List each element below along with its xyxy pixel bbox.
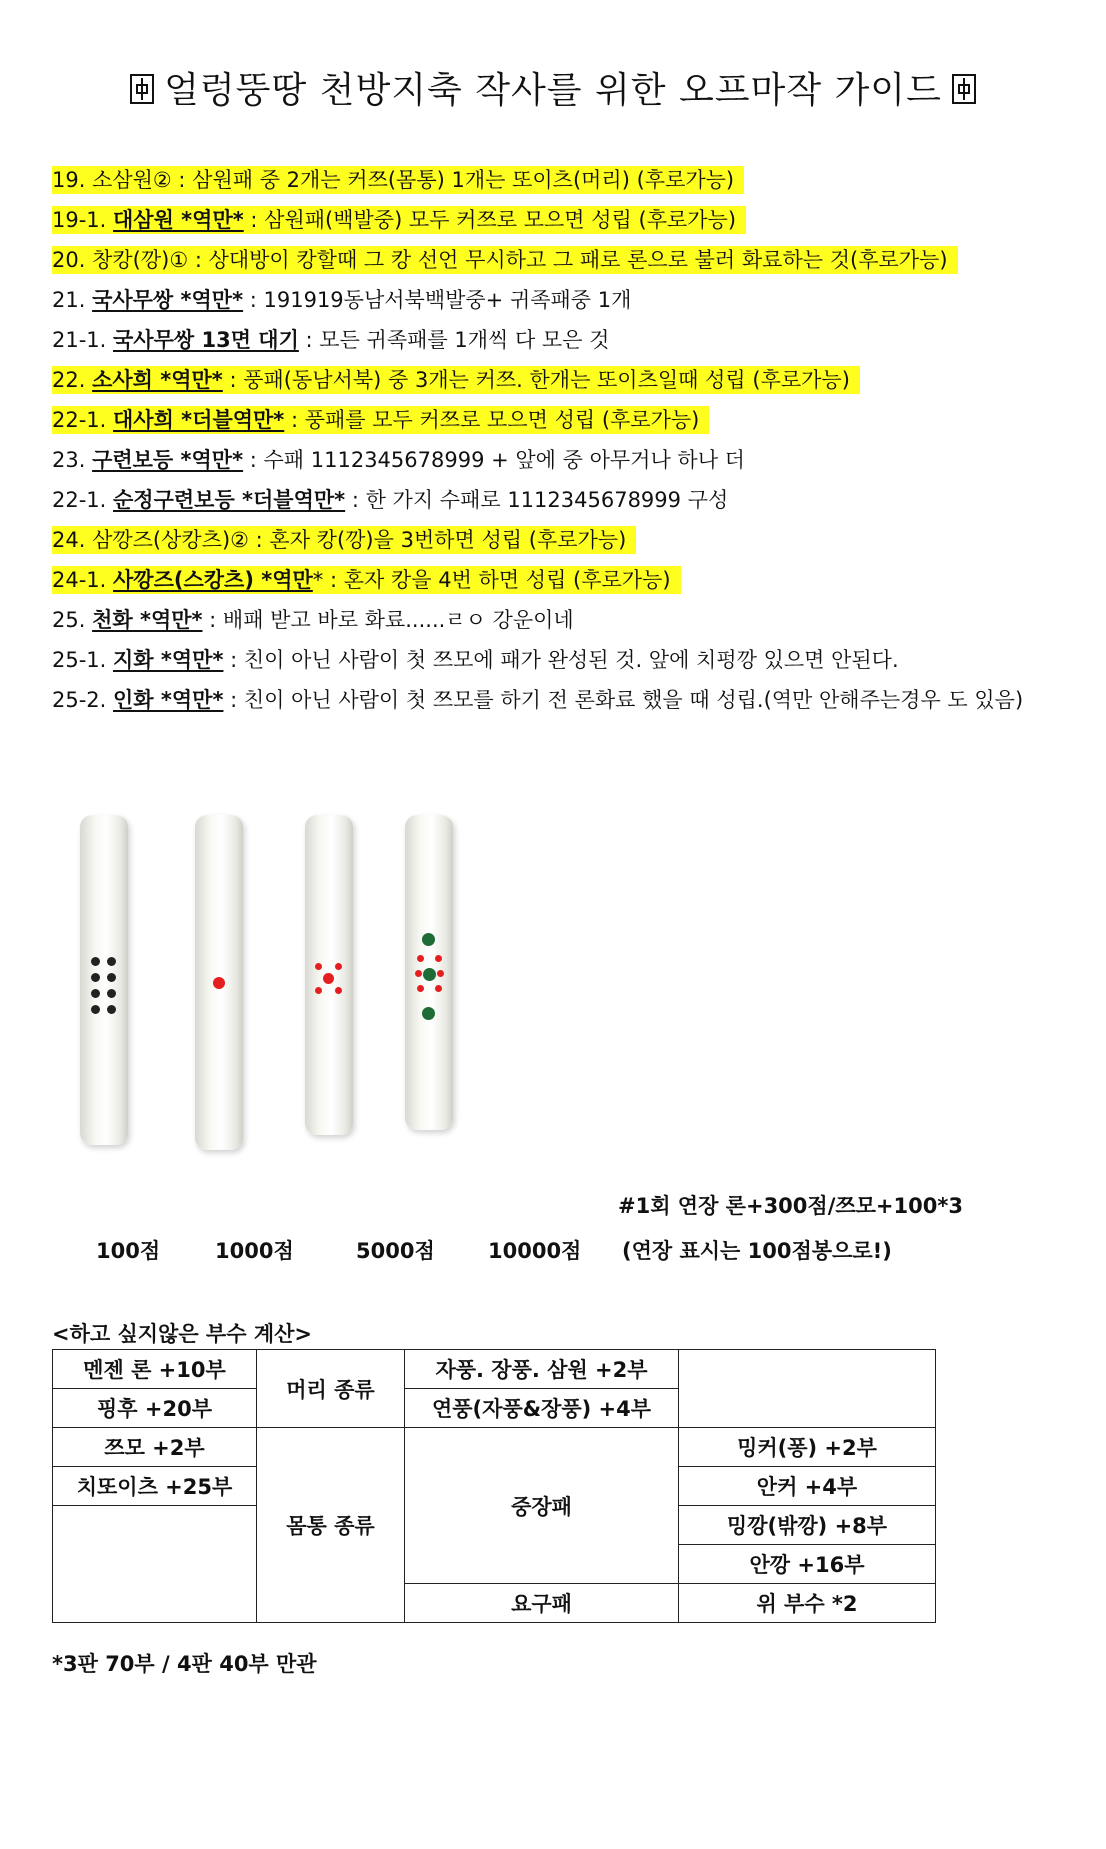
yaku-rule-number: 24. 삼깡즈(상캉츠)② : 혼자 캉(깡)을 3번하면 성립 (후로가능) [52,528,627,552]
yaku-rule [52,445,1062,475]
fu-cell: 중장패 [405,1428,679,1584]
fu-cell: 멘젠 론 +10부 [53,1350,257,1389]
yaku-rule-text [52,488,728,512]
stick-dot [213,977,225,989]
yaku-rule-list [52,165,1062,725]
yaku-rule-text [52,566,681,594]
stick-dot [417,985,424,992]
stick-dot [415,970,422,977]
fu-cell: 머리 종류 [257,1350,405,1428]
stick-dot [335,987,342,994]
yaku-rule [52,245,1062,275]
stick-10000 [405,815,453,1130]
stick-dot [435,955,442,962]
yaku-rule-text [52,688,1023,712]
yaku-name: 대사희 *더블역만* [113,408,285,432]
yaku-description: : 배패 받고 바로 화료......ㄹㅇ 강운이네 [202,608,574,632]
yaku-rule [52,525,1062,555]
stick-dot [91,973,100,982]
yaku-rule-text [52,328,609,352]
yaku-rule [52,365,1062,395]
yaku-description: : 친이 아닌 사람이 첫 쯔모에 패가 완성된 것. 앞에 치펑깡 있으면 안된다. [223,648,899,672]
yaku-rule-text [52,206,746,234]
yaku-description: * : 혼자 캉을 4번 하면 성립 (후로가능) [312,568,671,592]
yaku-rule [52,685,1062,715]
yaku-rule [52,205,1062,235]
yaku-name: 지화 *역만* [113,648,224,672]
fu-cell: 치또이츠 +25부 [53,1467,257,1506]
yaku-rule-text [52,366,860,394]
fu-cell-empty [679,1350,936,1428]
yaku-description: : 풍패(동남서북) 중 3개는 커쯔. 한개는 또이츠일때 성립 (후로가능) [222,368,850,392]
yaku-rule [52,285,1062,315]
yaku-rule-number: 22. [52,368,93,392]
yaku-description: : 풍패를 모두 커쯔로 모으면 성립 (후로가능) [284,408,700,432]
fu-cell: 몸통 종류 [257,1428,405,1623]
yaku-rule [52,165,1062,195]
yaku-rule-number: 25-1. [52,648,114,672]
fu-cell: 핑후 +20부 [53,1389,257,1428]
stick-5000 [305,815,353,1135]
fu-cell: 쯔모 +2부 [53,1428,257,1467]
yaku-description: : 191919동남서북백발중+ 귀족패중 1개 [243,288,632,312]
yaku-rule-number: 22-1. [52,408,114,432]
yaku-rule-number: 23. [52,448,93,472]
mangan-note: *3판 70부 / 4판 40부 만관 [52,1652,317,1676]
fu-cell: 자풍. 장풍. 삼원 +2부 [405,1350,679,1389]
yaku-rule-number: 22-1. [52,488,114,512]
stick-dot [417,955,424,962]
fu-cell: 연풍(자풍&장풍) +4부 [405,1389,679,1428]
yaku-rule-text [52,166,744,194]
fu-cell: 안깡 +16부 [679,1545,936,1584]
yaku-name: 구련보등 *역만* [92,448,244,472]
fu-cell: 밍커(퐁) +2부 [679,1428,936,1467]
yaku-rule-text [52,448,745,472]
yaku-rule-text [52,246,958,274]
yaku-name: 대삼원 *역만* [113,208,244,232]
stick-label-5000: 5000점 [356,1239,435,1263]
stick-dot [315,987,322,994]
stick-100 [80,815,128,1145]
stick-dot [335,963,342,970]
yaku-name: 인화 *역만* [113,688,224,712]
fu-section-title: <하고 싶지않은 부수 계산> [52,1322,312,1346]
yaku-rule-number: 25-2. [52,688,114,712]
yaku-rule-number: 24-1. [52,568,114,592]
yaku-rule [52,645,1062,675]
yaku-rule [52,405,1062,435]
fu-table [52,1349,936,1623]
mahjong-tile-icon [130,74,154,104]
stick-dot [107,973,116,982]
page-title-text: 얼렁뚱땅 천방지축 작사를 위한 오프마작 가이드 [164,70,942,111]
stick-dot [91,1005,100,1014]
stick-dot [107,957,116,966]
yaku-rule [52,325,1062,355]
yaku-description: : 친이 아닌 사람이 첫 쯔모를 하기 전 론화료 했을 때 성립.(역만 안해주는경우 도 있음) [223,688,1024,712]
stick-dot [107,989,116,998]
point-sticks-image [80,815,540,1225]
fu-cell: 안커 +4부 [679,1467,936,1506]
stick-dot [422,1007,435,1020]
mahjong-tile-icon [952,74,976,104]
stick-label-100: 100점 [96,1239,161,1263]
yaku-rule-text [52,288,631,312]
fu-cell: 밍깡(밖깡) +8부 [679,1506,936,1545]
stick-dot [91,989,100,998]
stick-dot [323,973,334,984]
stick-dot [315,963,322,970]
yaku-rule [52,485,1062,515]
stick-label-10000: 10000점 [488,1239,582,1263]
stick-dot [107,1005,116,1014]
yaku-name: 사깡즈(스캉츠) *역만 [113,568,313,592]
fu-cell: 요구패 [405,1584,679,1623]
yaku-rule-number: 19-1. [52,208,114,232]
yaku-rule-text [52,406,709,434]
yaku-name: 국사무쌍 13면 대기 [113,328,299,352]
yaku-description: : 삼원패(백발중) 모두 커쯔로 모으면 성립 (후로가능) [243,208,737,232]
yaku-name: 천화 *역만* [92,608,203,632]
yaku-description: : 한 가지 수패로 1112345678999 구성 [345,488,729,512]
renchan-note-line1: #1회 연장 론+300점/쯔모+100*3 [618,1194,963,1218]
yaku-rule-number: 21. [52,288,93,312]
yaku-rule [52,565,1062,595]
yaku-name: 소사희 *역만* [92,368,223,392]
fu-cell-empty [53,1506,257,1623]
stick-dot [422,933,435,946]
stick-label-1000: 1000점 [215,1239,294,1263]
page-title [0,62,1106,113]
stick-dot [423,968,436,981]
stick-dot [91,957,100,966]
stick-dot [435,985,442,992]
renchan-note-line2: (연장 표시는 100점봉으로!) [622,1239,892,1263]
yaku-rule-number: 21-1. [52,328,114,352]
yaku-rule-text [52,608,574,632]
fu-cell: 위 부수 *2 [679,1584,936,1623]
yaku-rule-number: 20. 창캉(깡)① : 상대방이 캉할때 그 캉 선언 무시하고 그 패로 론으로 불러 화료하는 것(후로가능) [52,248,948,272]
yaku-rule-number: 19. 소삼원② : 삼원패 중 2개는 커쯔(몸통) 1개는 또이츠(머리) (후로가능) [52,168,735,192]
stick-1000 [195,815,243,1150]
yaku-rule-number: 25. [52,608,93,632]
yaku-rule-text [52,648,899,672]
yaku-description: : 모든 귀족패를 1개씩 다 모은 것 [298,328,610,352]
stick-dot [437,970,444,977]
yaku-description: : 수패 1112345678999 + 앞에 중 아무거나 하나 더 [243,448,745,472]
yaku-name: 국사무쌍 *역만* [92,288,244,312]
yaku-rule-text [52,526,636,554]
yaku-rule [52,605,1062,635]
yaku-name: 순정구련보등 *더블역만* [113,488,346,512]
